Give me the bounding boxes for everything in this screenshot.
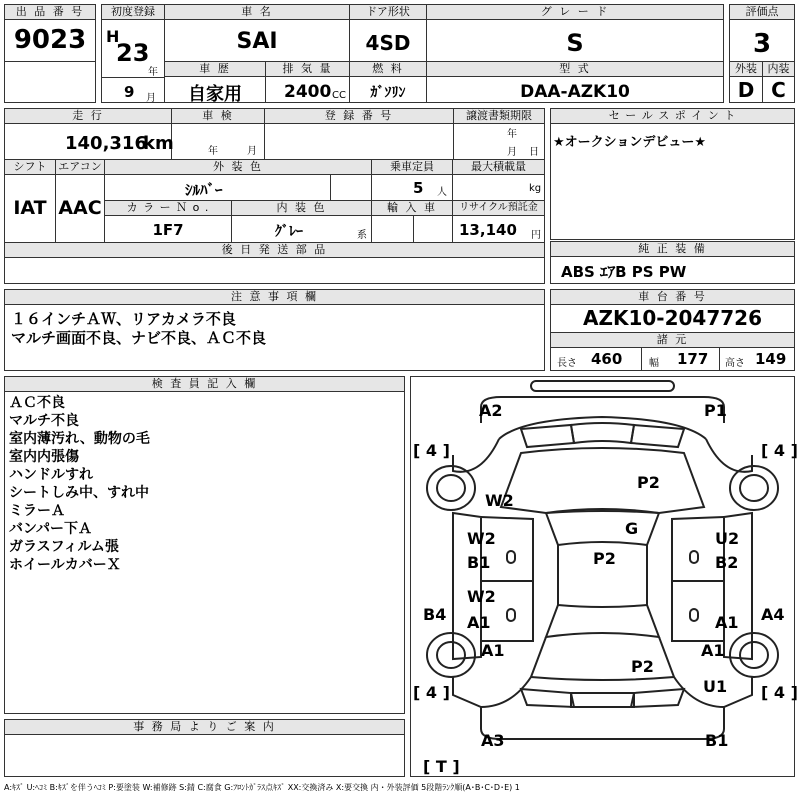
exterior-score-cell — [729, 61, 763, 103]
length-label: 長さ — [557, 358, 577, 369]
car-diagram-panel — [410, 376, 798, 777]
exterior-score: D — [737, 78, 755, 102]
damage-mark-A1-rear-quarter-left: A1 — [481, 641, 505, 660]
damage-mark-G: G — [625, 519, 639, 538]
inspector-notes-cell — [4, 376, 405, 714]
shift: IAT — [13, 197, 47, 219]
recycle-unit: 円 — [531, 230, 541, 241]
first-registration-header: 初度登録 — [102, 5, 164, 20]
damage-mark-A1-rear-right: A1 — [715, 613, 739, 632]
grade-header: グ レ ー ド — [427, 5, 723, 20]
deadline-day-unit: 日 — [529, 147, 539, 158]
car-name: SAI — [236, 29, 278, 54]
capacity: 5 — [413, 179, 424, 197]
transfer-deadline-header: 譲渡書類期限 — [454, 109, 544, 124]
shift-header: シフト — [5, 160, 55, 175]
height-label: 高さ — [725, 358, 745, 369]
inspection-month-unit: 月 — [247, 146, 257, 157]
tire-score-rl: [ 4 ] — [413, 683, 450, 702]
chassis-number: AZK10-2047726 — [582, 306, 763, 330]
interior-color: ｸﾞﾚｰ — [275, 224, 303, 240]
damage-mark-W2-front-left: W2 — [467, 529, 496, 548]
chassis-cell — [550, 289, 795, 371]
inspection-year-unit: 年 — [208, 146, 218, 157]
inspector-note: マルチ不良 — [9, 413, 79, 429]
first-registration-cell — [101, 4, 165, 103]
interior-header: 内装 — [763, 62, 794, 77]
spare-tire-mark: [ T ] — [423, 757, 460, 776]
chassis-header: 車 台 番 号 — [551, 290, 794, 305]
car-name-header: 車 名 — [165, 5, 349, 20]
damage-mark-P2-hood: P2 — [637, 473, 660, 492]
capacity-unit: 人 — [437, 187, 447, 198]
inspection-header: 車 検 — [172, 109, 264, 124]
tire-score-fl: [ 4 ] — [413, 441, 450, 460]
score: 3 — [752, 29, 772, 59]
deadline-year-unit: 年 — [507, 129, 517, 140]
inspector-notes-list — [9, 394, 150, 574]
fuel-cell — [349, 61, 427, 103]
damage-mark-A3: A3 — [481, 731, 505, 750]
import-header: 輸 入 車 — [372, 201, 452, 216]
score-cell — [729, 4, 795, 62]
color-number-header: カ ラ ー Ｎ o . — [105, 201, 231, 216]
damage-mark-P2-trunk: P2 — [631, 657, 654, 676]
damage-mark-P2-roof: P2 — [593, 549, 616, 568]
damage-mark-W2-windshield: W2 — [485, 491, 514, 510]
damage-mark-B1-front-left: B1 — [467, 553, 491, 572]
inspector-notes-header: 検 査 員 記 入 欄 — [5, 377, 404, 392]
damage-legend: A:ｷｽﾞ U:ﾍｺﾐ B:ｷｽﾞを伴うﾍｺﾐ P:要塗装 W:補修跡 S:錆 C:腐食 G:ﾌﾛﾝﾄｶﾞﾗｽ点ｷｽﾞ XX:交換済み X:要交換 内・外装評価 5段階ﾗﾝｸ順(A･B･C･D･E) 1 — [4, 783, 520, 792]
inspector-note: 室内内張傷 — [9, 449, 79, 465]
interior-color-unit: 系 — [357, 230, 367, 241]
lot-number: 9023 — [13, 25, 87, 55]
lot-number-header: 出 品 番 号 — [5, 5, 95, 20]
width-label: 幅 — [649, 358, 659, 369]
exterior-header: 外装 — [730, 62, 762, 77]
load-unit: kg — [529, 183, 542, 194]
fuel: ｶﾞｿﾘﾝ — [370, 85, 406, 101]
dimensions-header: 諸 元 — [551, 333, 794, 348]
color-number: 1F7 — [152, 221, 184, 239]
equipment: ABS ｴｱB PS PW — [561, 263, 687, 281]
mileage-header: 走 行 — [5, 109, 171, 124]
displacement-cell — [265, 61, 350, 103]
damage-mark-A4: A4 — [761, 605, 785, 624]
fuel-header: 燃 料 — [350, 62, 426, 77]
history-cell — [164, 61, 266, 103]
model-code: DAA-AZK10 — [520, 82, 630, 102]
aircon: AAC — [58, 197, 102, 219]
deadline-month-unit: 月 — [507, 147, 517, 158]
damage-mark-A1-rear-quarter-right: A1 — [701, 641, 725, 660]
displacement-unit: CC — [332, 90, 346, 101]
capacity-header: 乗車定員 — [372, 160, 452, 175]
later-parts-header: 後 日 発 送 部 品 — [5, 243, 544, 258]
door-type-cell — [349, 4, 427, 62]
inspector-note: ＡＣ不良 — [9, 395, 65, 411]
office-notes-header: 事 務 局 よ り ご 案 内 — [5, 720, 404, 735]
exterior-color: ｼﾙﾊﾞｰ — [185, 181, 223, 199]
lot-number-lower — [4, 61, 96, 103]
inspector-note: ハンドルすれ — [9, 467, 93, 483]
registration-month: 9 — [124, 83, 135, 101]
width: 177 — [677, 350, 709, 368]
history-header: 車 歴 — [165, 62, 265, 77]
sales-point: ★オークションデビュー★ — [553, 135, 707, 150]
damage-mark-A1-rear-left: A1 — [467, 613, 491, 632]
damage-mark-B1-rear: B1 — [705, 731, 729, 750]
inspector-note: バンパー下Ａ — [9, 521, 93, 537]
displacement-header: 排 気 量 — [266, 62, 349, 77]
recycle-header: リサイクル預託金 — [453, 201, 544, 216]
history: 自家用 — [188, 84, 242, 105]
registration-year: 23 — [116, 39, 150, 67]
year-unit: 年 — [148, 67, 158, 78]
score-header: 評価点 — [730, 5, 794, 20]
damage-mark-B2: B2 — [715, 553, 739, 572]
model-code-header: 型 式 — [427, 62, 723, 77]
inspector-note: シートしみ中、すれ中 — [9, 485, 149, 501]
tire-score-fr: [ 4 ] — [761, 441, 798, 460]
damage-mark-B4: B4 — [423, 605, 447, 624]
interior-score: C — [771, 78, 786, 102]
mileage-unit: km — [143, 133, 174, 154]
era: H — [106, 27, 120, 46]
car-diagram — [411, 377, 794, 776]
displacement: 2400 — [284, 82, 332, 102]
height: 149 — [755, 350, 787, 368]
office-notes-cell — [4, 719, 405, 777]
equipment-header: 純 正 装 備 — [551, 242, 794, 257]
door-type-header: ドア形状 — [350, 5, 426, 20]
sales-point-cell — [550, 108, 795, 240]
length: 460 — [591, 350, 623, 368]
spec-table — [4, 108, 545, 284]
car-name-cell — [164, 4, 350, 62]
note-line: マルチ画面不良、ナビ不良、ＡＣ不良 — [11, 329, 267, 347]
notes-list — [11, 310, 266, 348]
damage-mark-U2: U2 — [715, 529, 740, 548]
equipment-cell — [550, 241, 795, 284]
tire-score-rr: [ 4 ] — [761, 683, 798, 702]
grade: S — [566, 29, 584, 57]
damage-mark-P1: P1 — [704, 401, 727, 420]
lot-number-cell — [4, 4, 96, 62]
model-code-cell — [426, 61, 724, 103]
damage-mark-W2-rear-left: W2 — [467, 587, 496, 606]
grade-cell — [426, 4, 724, 62]
aircon-header: エアコン — [56, 160, 104, 175]
sales-point-header: セ ー ル ス ポ イ ン ト — [551, 109, 794, 124]
inspector-note: ミラーＡ — [9, 503, 65, 519]
recycle-fee: 13,140 — [459, 221, 517, 239]
door-type: 4SD — [365, 31, 411, 55]
interior-color-header: 内 装 色 — [232, 201, 371, 216]
inspector-note: ホイールカバーＸ — [9, 557, 121, 573]
notes-cell — [4, 289, 545, 371]
inspector-note: ガラスフィルム張 — [9, 539, 119, 555]
registration-number-header: 登 録 番 号 — [265, 109, 453, 124]
exterior-color-header: 外 装 色 — [105, 160, 371, 175]
mileage: 140,316 — [65, 133, 147, 154]
note-line: １６インチＡＷ、リアカメラ不良 — [11, 310, 236, 328]
damage-mark-A2: A2 — [479, 401, 503, 420]
notes-header: 注 意 事 項 欄 — [5, 290, 544, 305]
inspector-note: 室内薄汚れ、動物の毛 — [9, 431, 150, 447]
damage-mark-U1: U1 — [703, 677, 728, 696]
interior-score-cell — [762, 61, 795, 103]
month-unit: 月 — [146, 93, 156, 104]
max-load-header: 最大積載量 — [453, 160, 544, 175]
